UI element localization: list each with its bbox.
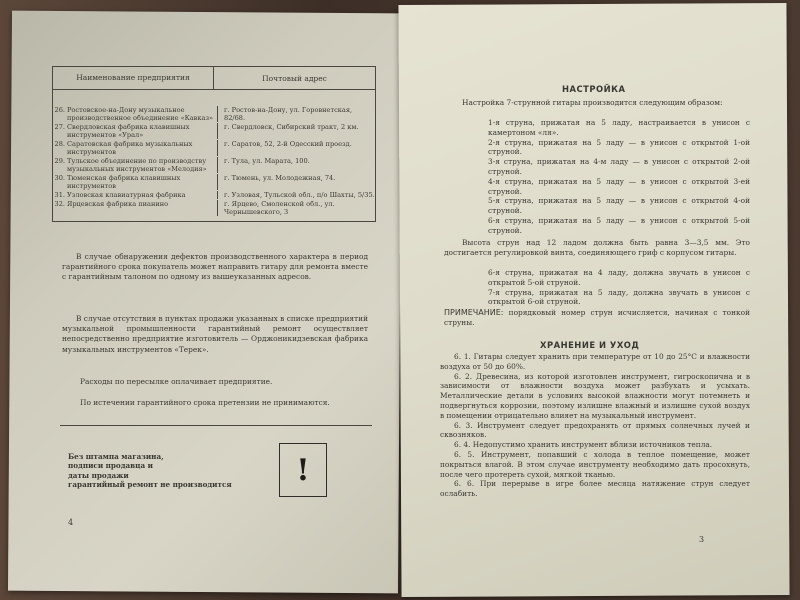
string-item: 5-я струна, прижатая на 5 ладу — в унисон с открытой 4-ой струной. [488,196,750,216]
stamp-requirement-text [68,452,258,490]
table-row [53,191,375,199]
row-number: 27. [54,123,65,131]
note-text: порядковый номер струн исчисляется, начиная с тонкой струны. [444,308,750,327]
row-number: 29. [54,157,65,165]
storage-item: 6. 6. При перерыве в игре более месяца натяжение струн следует ослабить. [440,479,750,499]
storage-list [440,352,750,499]
string-item: 6-я струна, прижатая на 5 ладу — в унисон с открытой 5-ой струной. [488,215,750,235]
stamp-line: Без штампа магазина, [68,452,164,461]
tuning-heading: НАСТРОЙКА [562,84,626,94]
warranty-repair-paragraph: В случае отсутствия в пунктах продажи указанных в списке предприятий музыкальной промышленности гарантийный ремонт осуществляет непосредственно предприятие изготовитель — Орджоникидзевская фабрика музыкальных инструментов «Терек». [62,314,368,354]
row-address: г. Ярцево, Смоленской обл., ул. Чернышевского, 3 [224,200,335,216]
string-item: 4-я струна, прижатая на 5 ладу — в унисон с открытой 3-ей струной. [488,176,750,196]
row-address: г. Свердловск, Сибирский тракт, 2 км. [224,123,359,131]
row-number: 30. [54,174,65,182]
row-address: г. Узловая, Тульской обл., п/о Шахты, 5/35. [224,191,375,199]
storage-item: 6. 2. Древесина, из которой изготовлен инструмент, гигроскопична и в зависимости от влажности воздуха может разбухать и усыхать. Металлические детали в условиях высокой влажности могут потемнеть и подвергнуться коррозии, поэтому излишне влажный и излишне сухой воздух в помещении отрицательно влияет на музыкальный инструмент. [440,371,750,420]
exclamation-icon: ! [296,452,310,488]
row-number: 26. [54,106,65,114]
warning-box [279,443,327,497]
string-item: 1-я струна, прижатая на 5 ладу, настраивается в унисон с камертоном «ля». [488,118,750,137]
note-label: ПРИМЕЧАНИЕ: [444,308,504,317]
shipping-cost-note: Расходы по пересылке оплачивает предприятие. [80,377,273,386]
table-row [53,174,375,190]
string-list [488,118,750,236]
table-row [53,106,375,122]
table-row [53,123,375,139]
storage-item: 6. 1. Гитары следует хранить при температуре от 10 до 25°С и влажности воздуха от 50 до 60%. [440,352,750,371]
table-row [53,140,375,156]
tuning-intro: Настройка 7-струнной гитары производится следующим образом: [462,98,723,107]
storage-heading: ХРАНЕНИЕ И УХОД [540,340,640,350]
row-address: г. Тула, ул. Марата, 100. [224,157,310,165]
header-address: Почтовый адрес [262,73,327,83]
row-enterprise: Ростовское-на-Дону музыкальное производственное объединение «Кавказ» [67,106,218,122]
storage-item: 6. 4. Недопустимо хранить инструмент вблизи источников тепла. [454,440,713,450]
row-address: г. Ростов-на-Дону, ул. Горовнетская, 82/68. [224,106,353,122]
string-item: 3-я струна, прижатая на 4-м ладу — в унисон с открытой 2-ой струной. [488,157,750,176]
warranty-expiry-note: По истечении гарантийного срока претензии не принимаются. [80,398,330,407]
string-item: 6-я струна, прижатая на 4 ладу, должна звучать в унисон с открытой 5-ой струной. [488,268,750,287]
string-list-2 [488,268,750,307]
row-enterprise: Узловская клавиатурная фабрика [67,191,218,199]
table-row [53,200,375,216]
storage-item: 6. 3. Инструмент следует предохранять от прямых солнечных лучей и сквозняков. [440,420,750,440]
defect-paragraph: В случае обнаружения дефектов производственного характера в период гарантийного срока покупатель может направить гитару для ремонта вместе с гарантийным талоном по одному из вышеуказанных адресов. [62,252,368,282]
stamp-line: гарантийный ремонт не производится [68,480,232,490]
note-block [444,308,750,328]
row-number: 32. [54,200,65,208]
table-row [53,157,375,173]
row-number: 31. [54,191,65,199]
row-number: 28. [54,140,65,148]
stamp-line: даты продажи [68,470,129,480]
row-enterprise: Свердловская фабрика клавишных инструментов «Урал» [67,123,218,139]
row-enterprise: Саратовская фабрика музыкальных инструментов [67,140,218,156]
row-enterprise: Тюменская фабрика клавишных инструментов [67,174,218,190]
storage-item: 6. 5. Инструмент, попавший с холода в теплое помещение, может покрыться влагой. В этом случае инструменту необходимо дать просохнуть, после чего протереть сухой, мягкой тканью. [440,449,750,479]
header-enterprise: Наименование предприятия [53,67,214,89]
table-body [53,90,375,221]
stamp-line: подписи продавца и [68,461,153,471]
factory-address-table [52,66,376,222]
row-address: г. Саратов, 52, 2-й Одесский проезд. [224,140,352,148]
string-item: 7-я струна, прижатая на 5 ладу, должна звучать в унисон с открытой 6-ой струной. [488,287,750,307]
row-enterprise: Ярцевская фабрика пианино [67,200,218,216]
page-number-right: 3 [699,535,705,544]
table-header [53,67,375,90]
page-number-left: 4 [68,518,74,527]
string-item: 2-я струна, прижатая на 5 ладу — в унисон с открытой 1-ой струной. [488,137,750,157]
row-enterprise: Тульское объединение по производству музыкальных инструментов «Мелодия» [67,157,218,173]
row-address: г. Тюмень, ул. Молодежная, 74. [224,174,336,182]
string-height-text: Высота струн над 12 ладом должна быть равна 3—3,5 мм. Это достигается регулировкой винта, соединяющего гриф с корпусом гитары. [444,238,750,257]
